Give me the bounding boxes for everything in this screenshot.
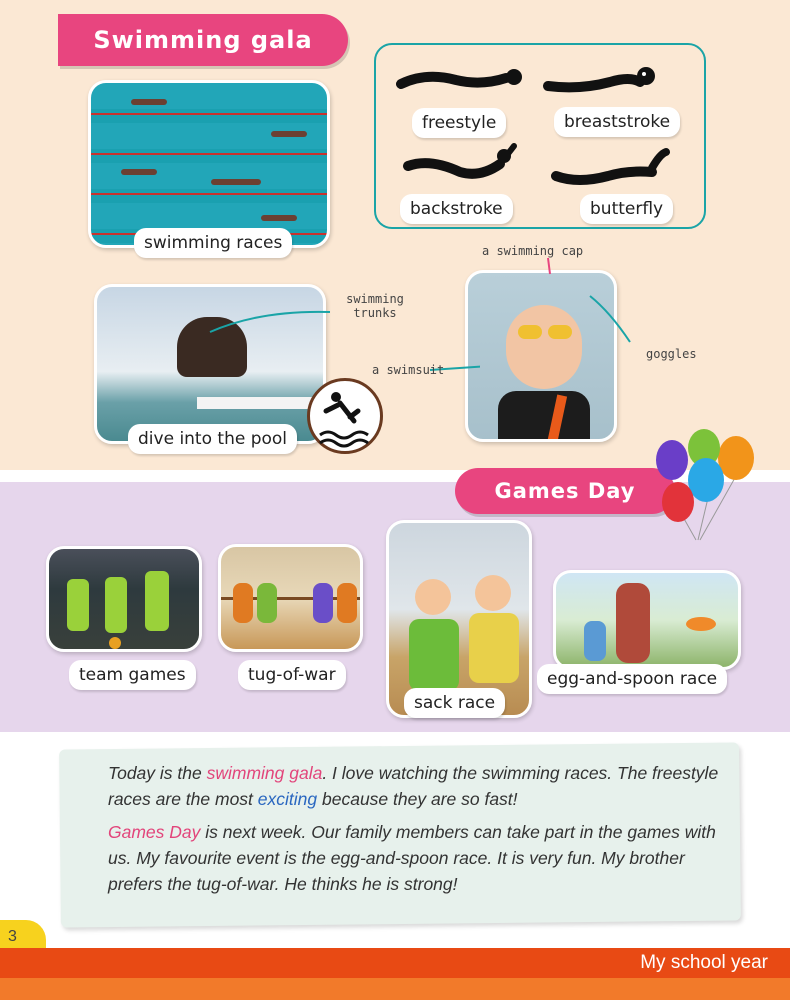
passage-paragraph-1	[108, 760, 728, 812]
swimsuit-stripe	[547, 395, 567, 442]
swimmer	[121, 169, 157, 175]
swimmer	[211, 179, 261, 185]
butterfly-icon	[548, 146, 678, 192]
swimming-trunks-callout: swimming trunks	[346, 292, 404, 320]
ball	[109, 637, 121, 649]
swimsuit-callout: a swimsuit	[372, 363, 445, 377]
highlight-exciting: exciting	[257, 789, 318, 809]
team-games-label: team games	[69, 660, 196, 690]
freestyle-icon	[396, 62, 526, 102]
passage-paragraph-2	[108, 819, 728, 897]
swimming-races-photo	[88, 80, 330, 248]
passage-text: is next week. Our family members can take part in the games with us. My favourite event is the egg-and-spoon race. It is very fun. My brother prefers the tug-of-war. He thinks he is strong!	[108, 822, 716, 894]
child-figure	[313, 583, 333, 623]
swimmer	[271, 131, 307, 137]
backstroke-label: backstroke	[400, 194, 513, 224]
reading-passage	[108, 760, 728, 904]
breaststroke-label: breaststroke	[554, 107, 680, 137]
child-face	[415, 579, 451, 615]
child-face	[475, 575, 511, 611]
child-figure	[337, 583, 357, 623]
games-day-heading: Games Day	[455, 468, 675, 514]
goggles-callout: goggles	[646, 347, 697, 361]
swimming-gala-heading: Swimming gala	[58, 14, 348, 66]
yellow-sack	[469, 613, 519, 683]
goggles-callout-line	[530, 252, 660, 352]
highlight-games-day: Games Day	[108, 822, 201, 842]
unit-title: My school year	[640, 952, 768, 973]
swimming-races-label: swimming races	[134, 228, 292, 258]
swimmer	[131, 99, 167, 105]
team-games-photo	[46, 546, 202, 652]
backstroke-icon	[400, 140, 530, 190]
footer-bar-lower	[0, 978, 790, 1000]
adult-figure	[616, 583, 650, 663]
player-figure	[145, 571, 169, 631]
tug-of-war-label: tug-of-war	[238, 660, 346, 690]
player-figure	[67, 579, 89, 631]
breaststroke-icon	[540, 60, 670, 100]
passage-text: . I love watching the swimming races. The freestyle races are the most	[108, 763, 719, 809]
swimmer	[261, 215, 297, 221]
tug-of-war-photo	[218, 544, 363, 652]
balloons-icon	[648, 428, 760, 544]
passage-text: Today is the	[108, 763, 207, 783]
swimming-cap-callout: a swimming cap	[482, 244, 584, 258]
page-number: 3	[0, 920, 46, 954]
sack-race-label: sack race	[404, 688, 505, 718]
egg-and-spoon-race-photo	[553, 570, 741, 670]
freestyle-label: freestyle	[412, 108, 506, 138]
butterfly-label: butterfly	[580, 194, 673, 224]
egg-and-spoon	[686, 617, 716, 631]
child-figure	[584, 621, 606, 661]
child-figure	[257, 583, 277, 623]
passage-text: because they are so fast!	[317, 789, 518, 809]
dive-into-the-pool-label: dive into the pool	[128, 424, 297, 454]
egg-and-spoon-race-label: egg-and-spoon race	[537, 664, 727, 694]
highlight-swimming-gala: swimming gala	[206, 763, 323, 783]
child-figure	[233, 583, 253, 623]
player-figure	[105, 577, 127, 633]
swimsuit-figure	[498, 391, 590, 442]
green-sack	[409, 619, 459, 691]
